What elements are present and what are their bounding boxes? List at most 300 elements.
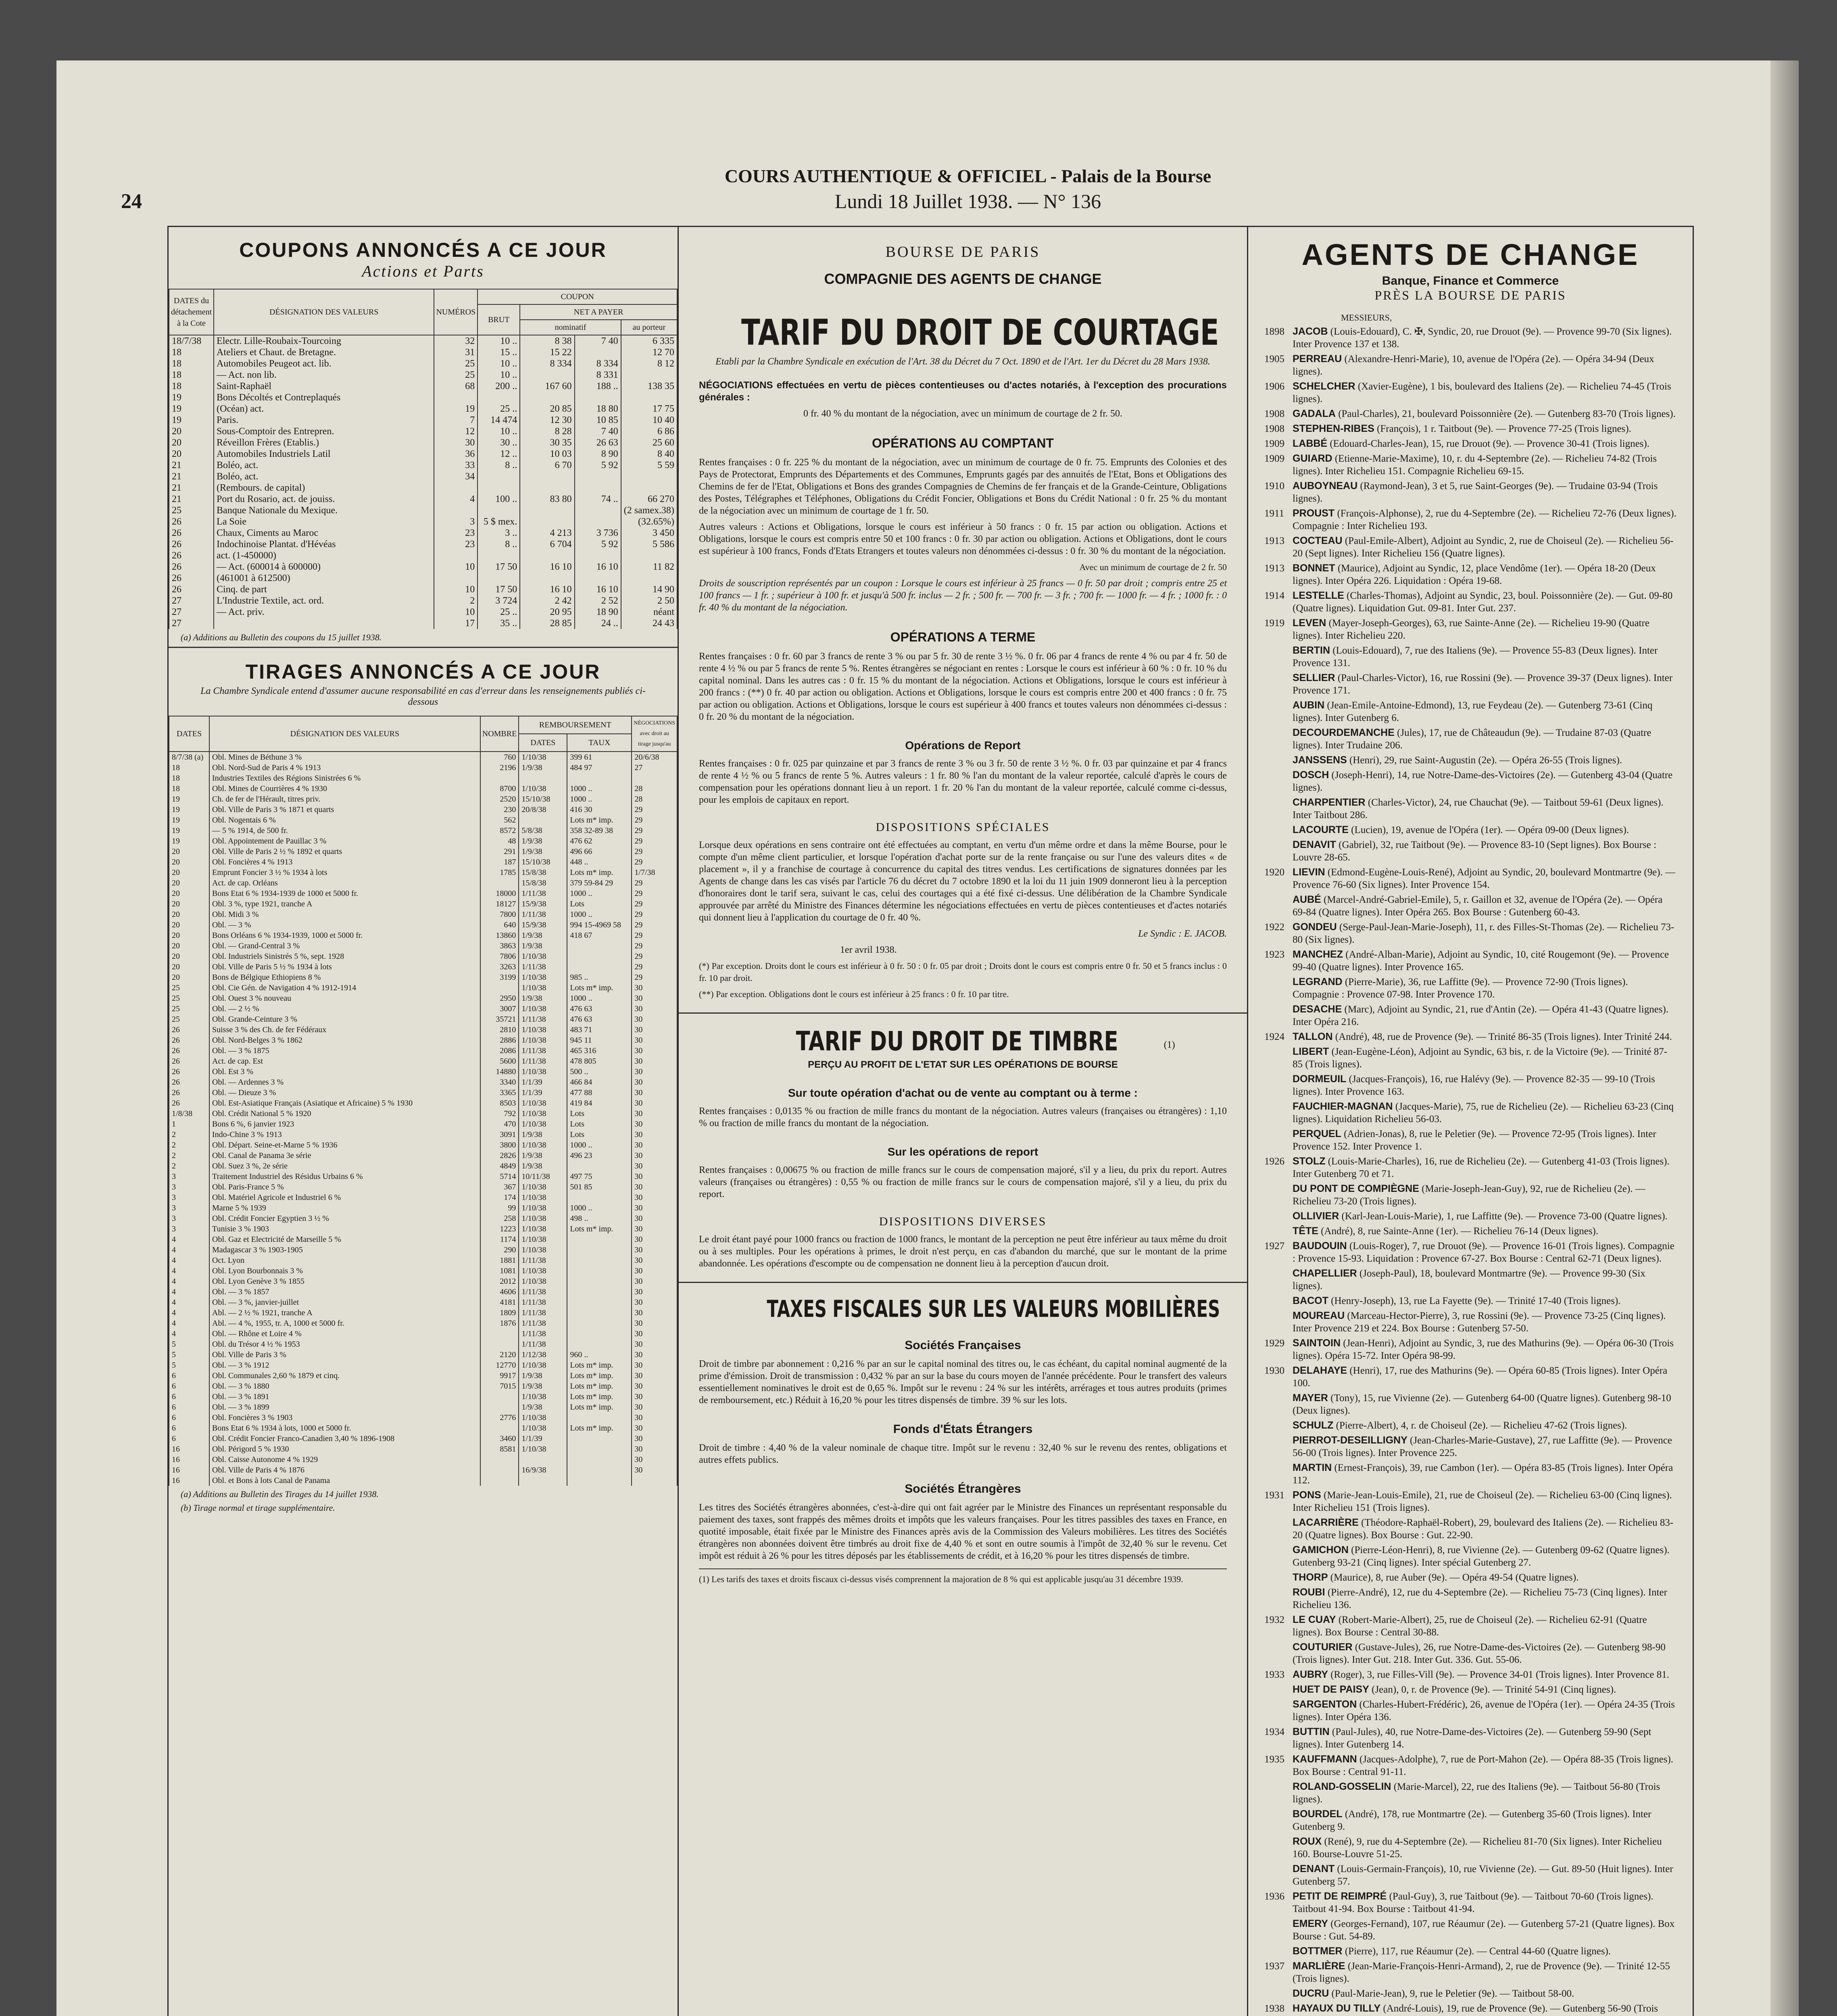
coupon-cell: 26 (169, 561, 214, 573)
tirage-row (169, 1087, 677, 1098)
tirage-cell: Lots m* imp. (567, 1423, 632, 1433)
coupon-cell: 17 (434, 618, 477, 629)
tirage-cell: 30 (632, 1077, 677, 1087)
coupon-cell: 21 (169, 460, 214, 471)
tirage-cell: 8572 (480, 825, 519, 836)
coupon-cell: 10 .. (477, 369, 520, 381)
agent-year: 1929 (1264, 1338, 1284, 1349)
tirage-cell: 9917 (480, 1370, 519, 1381)
tirage-cell: 26 (169, 1066, 209, 1077)
coupon-cell: 16 10 (575, 561, 621, 573)
agent-name: SCHULZ (1293, 1420, 1334, 1431)
tirage-row (169, 762, 677, 773)
tirage-cell: Obl. — 3 % (209, 920, 480, 930)
tirage-cell: 8503 (480, 1098, 519, 1108)
agent-details: (Marceau-Hector-Pierre), 3, rue Rossini (9e). — Provence 73-25 (Cinq lignes). Inter Provence 219 et 224. Box Bourse : Gutenberg 57-50. (1293, 1310, 1666, 1334)
masthead-date: Lundi 18 Juillet 1938. — N° 136 (834, 190, 1101, 212)
tirage-cell: 1/9/38 (519, 762, 567, 773)
tirage-cell: Obl. et Bons à lots Canal de Panama (209, 1475, 480, 1486)
agent-details: (Georges-Fernand), 107, rue Réaumur (2e). — Gutenberg 57-21 (Quatre lignes). Box Bourse : Gut. 54-89. (1293, 1918, 1675, 1942)
tirage-cell: 5714 (480, 1171, 519, 1182)
agent-entry (1264, 423, 1676, 435)
tirage-cell: 16 (169, 1475, 209, 1486)
coupon-cell (621, 550, 677, 561)
agent-entry (1264, 1571, 1676, 1584)
tirage-row (169, 1171, 677, 1182)
coupon-cell: 26 (169, 516, 214, 527)
tirage-cell: 1/10/38 (519, 1391, 567, 1402)
tirage-cell: Obl. Suez 3 %, 2e série (209, 1161, 480, 1171)
agent-name: SCHELCHER (1293, 381, 1355, 392)
coupon-cell (621, 471, 677, 482)
agent-details: (Pierre-André), 12, rue du 4-Septembre (2e). — Richelieu 75-73 (Cinq lignes). Inter Richelieu 136. (1293, 1587, 1667, 1610)
coupon-cell (575, 573, 621, 584)
agent-entry (1264, 644, 1676, 669)
col-remboursement: REMBOURSEMENT (519, 716, 632, 734)
agent-entry (1264, 1183, 1676, 1208)
tirage-row (169, 1423, 677, 1433)
coupon-cell: 31 (434, 347, 477, 358)
terme-heading: OPÉRATIONS A TERME (890, 630, 1036, 644)
agent-entry (1264, 1310, 1676, 1335)
agent-name: ROUX (1293, 1836, 1322, 1847)
agent-name: ROLAND-GOSSELIN (1293, 1781, 1391, 1792)
tirage-cell (480, 1391, 519, 1402)
agent-entry (1264, 1544, 1676, 1569)
tirage-cell: 20/6/38 (632, 752, 677, 762)
agent-entry (1264, 1987, 1676, 2000)
agent-name: COCTEAU (1293, 535, 1343, 546)
tirage-row (169, 899, 677, 909)
agent-name: MARLIÈRE (1293, 1960, 1345, 1972)
tirage-cell: 1881 (480, 1255, 519, 1266)
coupon-cell (621, 482, 677, 494)
coupon-cell: Chaux, Ciments au Maroc (214, 527, 434, 539)
coupon-cell: 4 (434, 494, 477, 505)
agent-name: PROUST (1293, 508, 1335, 519)
agents-title: AGENTS DE CHANGE (1301, 238, 1639, 271)
tirage-cell: 478 805 (567, 1056, 632, 1066)
tirage-cell: 1/10/38 (519, 1004, 567, 1014)
agent-entry (1264, 1863, 1676, 1888)
agent-name: DENANT (1293, 1863, 1335, 1874)
tirage-cell: 30 (632, 1454, 677, 1465)
agent-year: 1934 (1264, 1727, 1284, 1737)
messieurs-label: MESSIEURS, (1341, 312, 1392, 323)
tirage-cell: 1/9/38 (519, 993, 567, 1004)
tirage-cell (567, 1475, 632, 1486)
tirage-row (169, 962, 677, 972)
tirage-cell: 30 (632, 1213, 677, 1224)
agent-name: EMERY (1293, 1918, 1328, 1929)
tirage-cell: Obl. Lyon Genève 3 % 1855 (209, 1276, 480, 1287)
coupon-cell (575, 482, 621, 494)
coupon-row (169, 516, 677, 527)
tirage-row (169, 1224, 677, 1234)
tirage-row (169, 1108, 677, 1119)
agent-name: LACARRIÈRE (1293, 1517, 1359, 1528)
tirage-row (169, 825, 677, 836)
comptant-heading: OPÉRATIONS AU COMPTANT (872, 436, 1054, 450)
agent-name: THORP (1293, 1572, 1328, 1583)
page-edge (1770, 60, 1799, 2016)
tirage-cell: 15/10/38 (519, 794, 567, 804)
agent-details: (Raymond-Jean), 3 et 5, rue Saint-Georges (9e). — Trudaine 03-94 (Trois lignes). (1293, 481, 1658, 504)
agent-name: KAUFFMANN (1293, 1754, 1357, 1765)
coupon-row (169, 584, 677, 595)
coupon-cell: Sous-Comptoir des Entrepren. (214, 426, 434, 437)
tirage-cell: Obl. Lyon Bourbonnais 3 % (209, 1266, 480, 1276)
coupon-cell: 30 (434, 437, 477, 448)
agent-entry (1264, 1890, 1676, 1915)
coupon-row (169, 527, 677, 539)
tirage-cell: Obl. Ville de Paris 5 ½ % 1934 à lots (209, 962, 480, 972)
tirage-cell: 30 (632, 1444, 677, 1454)
tirage-cell: 7806 (480, 951, 519, 962)
tirage-cell: Obl. — Grand-Central 3 % (209, 941, 480, 951)
tirage-cell: 477 88 (567, 1087, 632, 1098)
tirage-cell: 6 (169, 1391, 209, 1402)
coupon-cell: 5 59 (621, 460, 677, 471)
tirage-cell: 26 (169, 1077, 209, 1087)
agent-entry (1264, 1003, 1676, 1028)
tirage-cell: Obl. Communales 2,60 % 1879 et cinq. (209, 1370, 480, 1381)
tirage-cell (480, 1329, 519, 1339)
agent-details: (Jacques-Marie), 75, rue de Richelieu (2e). — Richelieu 63-23 (Cinq lignes). Liquidation Richelieu 56-03. (1293, 1101, 1674, 1125)
coupon-cell: 26 (169, 550, 214, 561)
tirage-cell (567, 1433, 632, 1444)
tirage-cell: 476 63 (567, 1004, 632, 1014)
tirage-cell: 30 (632, 1297, 677, 1308)
exception-1: (*) Par exception. Droits dont le cours est inférieur à 0 fr. 50 : 0 fr. 05 par droit ; Droits dont le cours est compris entre 0 fr. 50 et 5 francs inclus : 0 fr. 10 par droit. (699, 961, 1227, 983)
coupon-cell: 27 (169, 618, 214, 629)
agent-name: DU PONT DE COMPIÈGNE (1293, 1183, 1419, 1194)
coupon-cell: 18 (169, 358, 214, 369)
coupon-cell: 34 (434, 471, 477, 482)
coupon-cell: 6 86 (621, 426, 677, 437)
coupon-cell: 14 474 (477, 414, 520, 426)
tirage-cell: 1/9/38 (519, 1161, 567, 1171)
tirage-row (169, 794, 677, 804)
tirage-cell: 1000 .. (567, 888, 632, 899)
tirage-row (169, 1318, 677, 1329)
fonds-etrangers-text: Droit de timbre : 4,40 % de la valeur nominale de chaque titre. Impôt sur le revenu : 32,40 % sur le revenu des rentes, obligations et autres effets publics. (699, 1443, 1227, 1465)
tirage-cell: 19 (169, 825, 209, 836)
coupon-row (169, 561, 677, 573)
coupon-cell: (Océan) act. (214, 403, 434, 414)
coupon-cell: 3 (434, 516, 477, 527)
agent-details: (Edmond-Eugène-Louis-René), Adjoint au Syndic, 20, boulevard Montmartre (9e). — Provence 76-60 (Six lignes). Inter Provence 154. (1293, 867, 1676, 890)
agent-entry (1264, 1128, 1676, 1153)
agent-details: (Louis-Marie-Charles), 16, rue de Richelieu (2e). — Gutenberg 41-03 (Trois lignes). Inter Gutenberg 70 et 71. (1293, 1156, 1670, 1179)
coupon-cell: — Act. non lib. (214, 369, 434, 381)
tirage-cell (567, 1412, 632, 1423)
agent-entry (1264, 617, 1676, 642)
coupon-cell: 2 52 (575, 595, 621, 606)
tirage-row (169, 1245, 677, 1255)
coupon-cell: 5 586 (621, 539, 677, 550)
tirage-cell: 3800 (480, 1140, 519, 1150)
agent-year: 1908 (1264, 423, 1284, 434)
coupon-cell (520, 550, 574, 561)
coupon-cell (520, 471, 574, 482)
societes-francaises-heading: Sociétés Françaises (905, 1339, 1021, 1352)
tirage-cell: Obl. Grande-Ceinture 3 % (209, 1014, 480, 1025)
negociations-heading: NÉGOCIATIONS effectuées en vertu de pièces contentieuses ou d'actes notariés, à l'exception des procurations générales : (699, 380, 1227, 403)
coupon-cell: 8 .. (477, 460, 520, 471)
coupon-cell: 10 (434, 584, 477, 595)
coupon-row (169, 369, 677, 381)
tirage-cell: 5 (169, 1360, 209, 1370)
agent-details: (André), 48, rue de Provence (9e). — Trinité 86-35 (Trois lignes). Inter Trinité 244. (1335, 1031, 1672, 1042)
tirage-cell: Obl. — Rhône et Loire 4 % (209, 1329, 480, 1339)
tirage-cell: Abl. — 2 ½ % 1921, tranche A (209, 1308, 480, 1318)
tirage-cell: 3 (169, 1171, 209, 1182)
coupon-cell (477, 550, 520, 561)
tirage-cell: Obl. Crédit Foncier Egyptien 3 ½ % (209, 1213, 480, 1224)
agent-entry (1264, 1267, 1676, 1292)
coupons-title: COUPONS ANNONCÉS A CE JOUR (239, 239, 607, 261)
coupon-cell: 138 35 (621, 381, 677, 392)
coupon-cell: 26 63 (575, 437, 621, 448)
coupon-cell: 7 40 (575, 335, 621, 347)
agent-details: (Maurice), 8, rue Auber (9e). — Opéra 49-54 (Quatre lignes). (1330, 1572, 1579, 1583)
agent-name: MAYER (1293, 1392, 1328, 1404)
coupon-cell: Banque Nationale du Mexique. (214, 505, 434, 516)
agent-name: PETIT DE REIMPRÉ (1293, 1891, 1387, 1902)
tirage-cell: 30 (632, 1035, 677, 1045)
agent-details: (Marcel-André-Gabriel-Emile), 5, r. Gaillon et 32, avenue de l'Opéra (2e). — Opéra 69-84 (Quatre lignes). Inter Opéra 265. Box Bourse : Gutenberg 60-43. (1293, 894, 1663, 918)
agents-location: PRÈS LA BOURSE DE PARIS (1374, 288, 1566, 302)
tirage-cell (567, 941, 632, 951)
agent-name: LIBERT (1293, 1046, 1329, 1057)
coupon-row (169, 460, 677, 471)
tirage-cell: 30 (632, 1308, 677, 1318)
tirage-cell (480, 1465, 519, 1475)
tirage-cell: 1/10/38 (519, 983, 567, 993)
agent-name: DESACHE (1293, 1004, 1342, 1015)
tirage-cell: Lots m* imp. (567, 815, 632, 825)
coupon-cell: act. (1-450000) (214, 550, 434, 561)
agent-entry (1264, 893, 1676, 918)
agent-entry (1264, 1392, 1676, 1417)
tirage-cell: 3263 (480, 962, 519, 972)
tirage-cell: 497 75 (567, 1171, 632, 1182)
tirage-cell: 1/11/38 (519, 1318, 567, 1329)
coupon-cell: 8 28 (520, 426, 574, 437)
tirages-title: TIRAGES ANNONCÉS A CE JOUR (245, 660, 601, 683)
agent-name: GAMICHON (1293, 1544, 1349, 1556)
tirage-row (169, 941, 677, 951)
tirage-cell: Act. de cap. Est (209, 1056, 480, 1066)
tirage-cell: Obl. Est-Asiatique Français (Asiatique et Africaine) 5 % 1930 (209, 1098, 480, 1108)
tirage-cell (480, 1475, 519, 1486)
tirage-cell: Obl. Paris-France 5 % (209, 1182, 480, 1192)
tirage-cell (519, 1454, 567, 1465)
tirage-cell: 20 (169, 909, 209, 920)
tirage-cell: 29 (632, 888, 677, 899)
tirage-cell (567, 1454, 632, 1465)
coupons-table (169, 289, 678, 629)
tirage-cell: 3 (169, 1192, 209, 1203)
tirage-row (169, 951, 677, 962)
agent-entry (1264, 325, 1676, 350)
agent-name: FAUCHIER-MAGNAN (1293, 1101, 1393, 1112)
tirage-row (169, 1350, 677, 1360)
tirage-cell: 13860 (480, 930, 519, 941)
tirage-cell: Obl. Périgord 5 % 1930 (209, 1444, 480, 1454)
agent-details: (Pierre), 117, rue Réaumur (2e). — Central 44-60 (Quatre lignes). (1345, 1946, 1611, 1957)
tirage-cell: 945 11 (567, 1035, 632, 1045)
tirage-row (169, 972, 677, 983)
tirage-row (169, 1297, 677, 1308)
tirage-row (169, 1402, 677, 1412)
tirage-cell: Obl. Départ. Seine-et-Marne 5 % 1936 (209, 1140, 480, 1150)
agent-year: 1922 (1264, 922, 1284, 933)
coupon-row (169, 595, 677, 606)
tirage-cell: 26 (169, 1056, 209, 1066)
tirage-cell: 1/10/38 (519, 1276, 567, 1287)
tirage-cell: 1/9/38 (519, 1129, 567, 1140)
tirage-row (169, 1056, 677, 1066)
tirage-cell: 26 (169, 1098, 209, 1108)
agent-details: (André-Alban-Marie), Adjoint au Syndic, 10, cité Rougemont (9e). — Provence 99-40 (Quatre lignes). Inter Provence 165. (1293, 949, 1669, 973)
tirage-cell: 1/10/38 (519, 1213, 567, 1224)
coupon-cell: 25 (169, 505, 214, 516)
tirage-cell: 1785 (480, 867, 519, 878)
agent-details: (Edouard-Charles-Jean), 15, rue Drouot (9e). — Provence 30-41 (Trois lignes). (1330, 438, 1649, 449)
coupon-cell: 6 704 (520, 539, 574, 550)
tirage-cell (519, 1475, 567, 1486)
tirage-row (169, 993, 677, 1004)
agent-details: (Ernest-François), 39, rue Cambon (1er). — Opéra 83-85 (Trois lignes). Inter Opéra 112. (1293, 1462, 1673, 1486)
coupon-row (169, 482, 677, 494)
agent-entry (1264, 769, 1676, 794)
tirage-cell: 18000 (480, 888, 519, 899)
agent-details: (Mayer-Joseph-Georges), 63, rue Sainte-Anne (2e). — Richelieu 19-90 (Quatre lignes). Inter Richelieu 220. (1293, 618, 1649, 641)
agent-entry (1264, 699, 1676, 724)
dispositions-text: Lorsque deux opérations en sens contraire ont été effectuées au comptant, en vertu d'un même ordre et dans la même Bourse, pour le compte d'un même client particulier, et lorsque l'opération d'achat porte sur de la rente française ou sur l'une des valeurs dites « de placement », il y a franchise de courtage à concurrence du capital des titres vendus. Les certifications de signatures données par les Agents de change dans les cas visés par l'article 76 du décret du 7 octobre 1890 et la loi du 11 juin 1909 donneront lieu à la perception d'honoraires dont le tarif sera, suivant le cas, celui des courtages qui a été fixé ci-dessus. Une délibération de la Chambre Syndicale approuvée par arrêté du Ministre des Finances détermine les négociations effectuées en vertu de pièces contentieuses et d'actes notariés qui donnent lieu à l'application du courtage de 0 fr. 40 %. (699, 840, 1227, 923)
coupon-cell: 23 (434, 527, 477, 539)
tirage-cell: 29 (632, 951, 677, 962)
page-number: 24 (121, 190, 142, 213)
tirage-row (169, 846, 677, 857)
tirage-cell: 16 (169, 1465, 209, 1475)
tirage-row (169, 804, 677, 815)
tirage-row (169, 1045, 677, 1056)
agent-entry (1264, 727, 1676, 752)
agent-entry (1264, 1100, 1676, 1125)
coupon-cell: 35 .. (477, 618, 520, 629)
tirage-cell: 465 316 (567, 1045, 632, 1056)
tirage-cell: 4 (169, 1266, 209, 1276)
col-nominatif: nominatif (520, 320, 621, 335)
agent-details: (Jean-Marie-François-Henri-Armand), 2, rue de Provence (9e). — Trinité 12-55 (Trois lignes). (1293, 1961, 1670, 1984)
agent-entry (1264, 1781, 1676, 1806)
tirage-cell: 470 (480, 1119, 519, 1129)
tirage-cell (567, 1192, 632, 1203)
tirage-cell: Obl. Est 3 % (209, 1066, 480, 1077)
report-heading: Opérations de Report (905, 739, 1021, 752)
coupon-cell: 8 331 (575, 369, 621, 381)
tirage-cell: Bons 6 %, 6 janvier 1923 (209, 1119, 480, 1129)
agent-entry (1264, 1210, 1676, 1223)
tirage-cell: 1/9/38 (519, 1381, 567, 1391)
tirage-cell: Lots m* imp. (567, 983, 632, 993)
tirage-cell: 29 (632, 846, 677, 857)
tirage-cell (480, 983, 519, 993)
tirage-cell: 29 (632, 878, 677, 888)
tirage-cell: 6 (169, 1381, 209, 1391)
agent-entry (1264, 1295, 1676, 1307)
agent-details: (Jean), 0, r. de Provence (9e). — Trinité 54-91 (Cinq lignes). (1372, 1684, 1616, 1695)
coupon-cell: 6 335 (621, 335, 677, 347)
tirage-row (169, 1129, 677, 1140)
tirage-cell: 994 15-4969 58 (567, 920, 632, 930)
tirage-cell: 25 (169, 993, 209, 1004)
tirage-cell: 30 (632, 1004, 677, 1014)
comptant-text-1: Rentes françaises : 0 fr. 225 % du montant de la négociation, avec un minimum de courtage de 0 fr. 75. Emprunts des Colonies et des Pays de Protectorat, Emprunts des Départements et des Communes, Emprunts gagés par des annuités de l'Etat, Bons et Obligations des Chemins de fer de l'Etat, Obligations et Bons des grandes Compagnies de Chemins de fer français et de la Grande-Ceinture, Obligations des Postes, Télégraphes et Téléphones, Obligations du Crédit Foncier, Obligations et Bons du Crédit National : 0 fr. 25 % du montant de la négociation avec un minimum de courtage de 1 fr. 50. (699, 457, 1227, 516)
tirage-cell (567, 773, 632, 783)
agent-name: MANCHEZ (1293, 949, 1343, 960)
agent-name: TÊTE (1293, 1225, 1318, 1237)
coupons-subtitle: Actions et Parts (362, 262, 484, 280)
tirage-cell: 29 (632, 930, 677, 941)
tirage-cell: 792 (480, 1108, 519, 1119)
agent-name: PONS (1293, 1489, 1321, 1501)
agent-year: 1935 (1264, 1754, 1284, 1765)
tirage-cell: 960 .. (567, 1350, 632, 1360)
tirage-cell: 20 (169, 899, 209, 909)
tirage-cell: 2 (169, 1150, 209, 1161)
coupon-cell: 20 95 (520, 606, 574, 618)
coupon-cell (477, 471, 520, 482)
tirage-cell: 30 (632, 1066, 677, 1077)
coupon-cell (477, 482, 520, 494)
agent-name: COUTURIER (1293, 1641, 1353, 1653)
coupon-cell: 10 03 (520, 448, 574, 460)
tirage-cell: Traitement Industriel des Résidus Urbains 6 % (209, 1171, 480, 1182)
agent-name: DELAHAYE (1293, 1365, 1347, 1376)
agent-entry (1264, 1918, 1676, 1943)
tirage-cell: 4606 (480, 1287, 519, 1297)
tirage-cell: 2086 (480, 1045, 519, 1056)
agent-year: 1931 (1264, 1490, 1284, 1501)
coupon-cell: 10 (434, 561, 477, 573)
tirage-cell: 483 71 (567, 1025, 632, 1035)
agent-entry (1264, 921, 1676, 946)
tirage-cell: 416 30 (567, 804, 632, 815)
tirage-cell: 1000 .. (567, 909, 632, 920)
agent-entry (1264, 1683, 1676, 1696)
tirage-cell: 30 (632, 1287, 677, 1297)
coupon-cell: Paris. (214, 414, 434, 426)
coupon-cell: 10 40 (621, 414, 677, 426)
tirage-cell: 26 (169, 1035, 209, 1045)
coupon-cell: 21 (169, 471, 214, 482)
coupon-row (169, 618, 677, 629)
coupon-cell (434, 482, 477, 494)
tirage-cell: 418 67 (567, 930, 632, 941)
tirage-cell: 20/8/38 (519, 804, 567, 815)
agent-details: (Henri), 29, rue Saint-Augustin (2e). — Opéra 26-55 (Trois lignes). (1349, 755, 1622, 766)
tirage-cell (567, 1276, 632, 1287)
agent-details: (Adrien-Jonas), 8, rue le Peletier (9e). — Provence 72-95 (Trois lignes). Inter Provence 152. Inter Provence 1. (1293, 1129, 1656, 1152)
coupon-cell: Electr. Lille-Roubaix-Tourcoing (214, 335, 434, 347)
tirage-row (169, 1014, 677, 1025)
agent-details: (Gabriel), 32, rue Taitbout (9e). — Provence 83-10 (Sept lignes). Box Bourse : Louvre 28-65. (1293, 839, 1657, 863)
tirage-cell: Lots m* imp. (567, 867, 632, 878)
